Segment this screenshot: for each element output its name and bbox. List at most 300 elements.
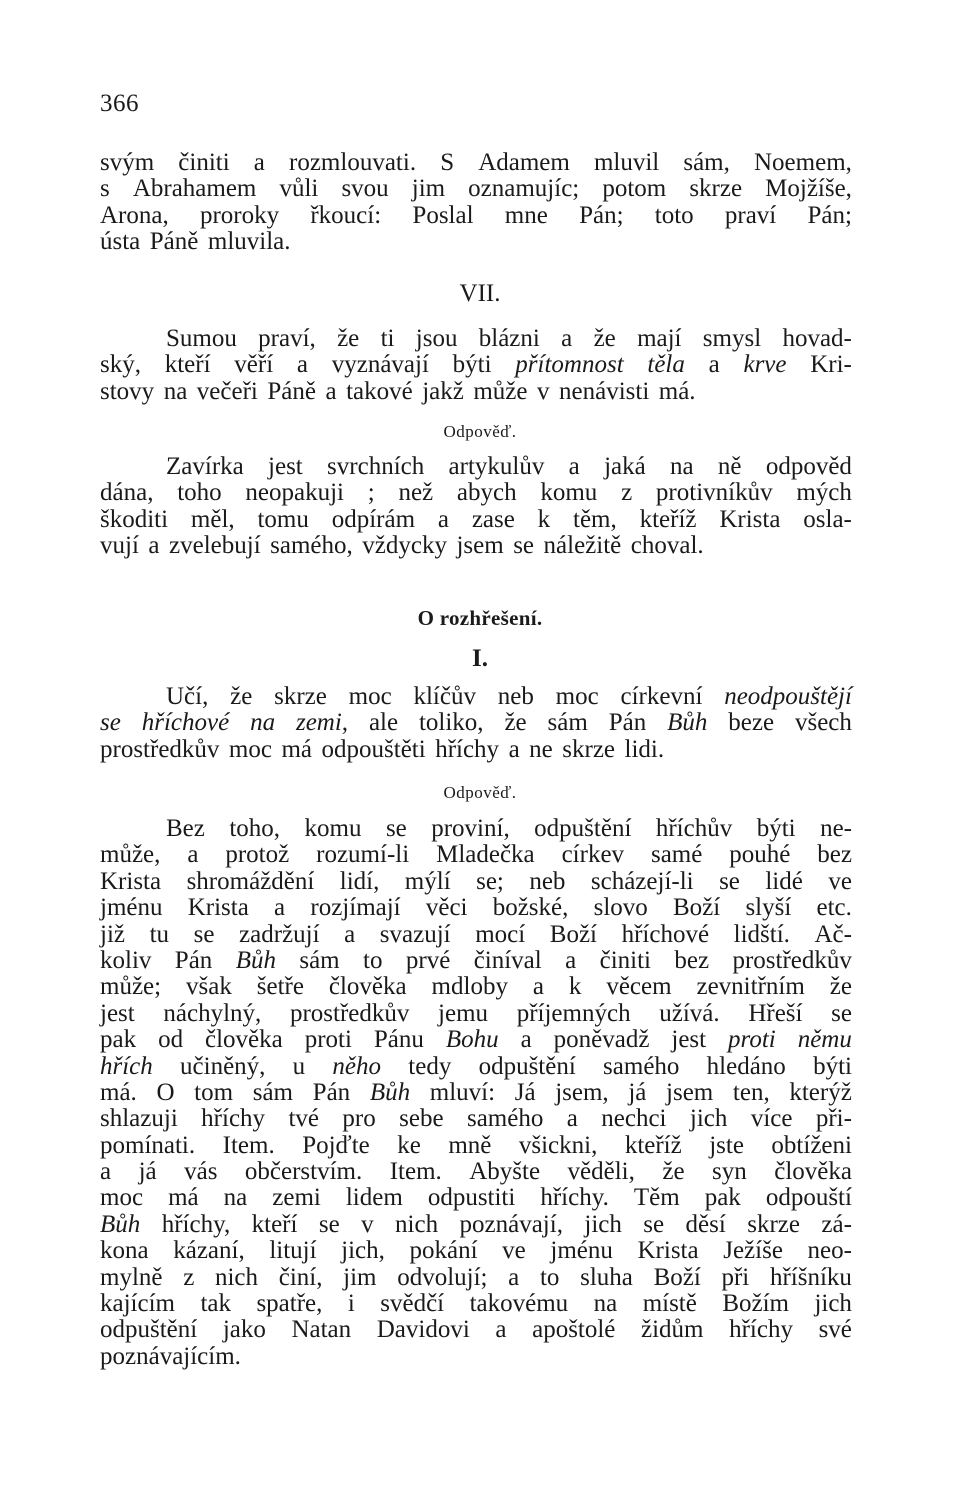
word: na [593, 1290, 618, 1318]
word: jich, [341, 1237, 385, 1265]
word: zá- [821, 1210, 852, 1238]
word: činiti [178, 149, 230, 176]
word: večeři [196, 377, 258, 405]
word: mně [448, 1131, 492, 1159]
word: a [437, 505, 449, 533]
word: Krista [187, 894, 249, 922]
text-line [100, 710, 852, 736]
word: jakž [422, 377, 464, 405]
word: lidští. [733, 920, 790, 948]
text-line [100, 203, 852, 229]
word: hříchové [141, 709, 230, 737]
word: jsem, [555, 1078, 609, 1106]
word: Pán [608, 709, 647, 737]
word: jemu [438, 999, 489, 1027]
word: Zavírka [166, 453, 244, 480]
word: jsem [456, 532, 504, 560]
word: němu [797, 1026, 852, 1054]
word: u [292, 1052, 306, 1080]
paragraph-continuation [100, 150, 852, 256]
word: Pán [174, 946, 213, 974]
word: již [100, 920, 125, 948]
word: bez [817, 841, 852, 869]
word: poznávají, [459, 1210, 563, 1238]
word: hříchové [621, 920, 710, 948]
word: stovy [100, 377, 155, 405]
word: na [250, 709, 276, 737]
word: ne [529, 735, 553, 763]
word: Bůh [100, 1210, 141, 1238]
word: Já [514, 1078, 536, 1106]
word: že [504, 709, 527, 737]
word: jich [584, 1210, 622, 1238]
text-line [100, 480, 852, 506]
word: lidi. [624, 735, 665, 763]
word: vují [100, 532, 139, 560]
page-number: 366 [100, 90, 139, 117]
word: Bez [166, 815, 205, 842]
word: mdloby [431, 973, 508, 1001]
word: sebe [399, 1105, 444, 1133]
word: odpustiti [427, 1184, 516, 1212]
word: se [385, 815, 407, 842]
word: ale [368, 709, 399, 737]
word: toho [177, 479, 222, 507]
word: že [337, 325, 360, 352]
word: sám, [683, 149, 730, 176]
text-line [100, 1344, 852, 1370]
word: nenávisti [559, 377, 650, 405]
word: rozjímají [310, 894, 401, 922]
word: proti [728, 1026, 776, 1054]
word: praví, [258, 325, 316, 352]
section-heading-rozhreseni: O rozhřešení. [417, 606, 543, 630]
word: pak [100, 1026, 137, 1054]
text-line [100, 1238, 852, 1264]
word: a [325, 377, 337, 405]
text-line [100, 1317, 852, 1343]
word: klíčův [413, 683, 476, 710]
word: se [831, 999, 852, 1027]
word: Davidovi [376, 1316, 470, 1344]
word: a [508, 735, 520, 763]
word: komu [304, 815, 362, 842]
word: činí, [278, 1263, 323, 1291]
word: pomínati. [100, 1131, 196, 1159]
word: rozumí-li [316, 841, 410, 869]
word: věří [234, 351, 274, 379]
text-line [100, 1159, 852, 1185]
word: z [621, 479, 633, 507]
word: skrze [562, 735, 616, 763]
word: kteříž [624, 1131, 682, 1159]
word: se [513, 532, 535, 560]
word: sám [252, 1078, 294, 1106]
word: jste [709, 1131, 744, 1159]
word: blázni [478, 325, 540, 352]
word: Kri- [810, 351, 852, 379]
word: a [532, 973, 544, 1001]
word: odpuštění [534, 815, 632, 842]
word: se [643, 1210, 665, 1238]
word: božské, [492, 894, 569, 922]
word: své [818, 1316, 852, 1344]
word: něho [332, 1052, 382, 1080]
word: poněvadž [553, 1026, 650, 1054]
text-line [100, 922, 852, 948]
word: toto [654, 201, 694, 229]
word: těla [647, 351, 685, 379]
word: Natan [291, 1316, 352, 1344]
word: odpověd [765, 453, 852, 480]
word: býti [756, 815, 796, 842]
word: skrze [274, 683, 327, 710]
word: od [158, 1026, 184, 1054]
word: rozmlouvati. [289, 149, 417, 176]
word: může; [100, 973, 162, 1001]
word: dána, [100, 479, 154, 507]
word: Boží [653, 1263, 701, 1291]
word: učiněný, [180, 1052, 266, 1080]
word: mluví: [429, 1078, 496, 1106]
word: tedy [408, 1052, 452, 1080]
word: příjemných [516, 999, 631, 1027]
word: svým [100, 149, 155, 176]
word: jich [814, 1290, 852, 1318]
word: jménu [550, 1237, 613, 1265]
word: přítomnost [515, 351, 624, 379]
word: praví [724, 201, 777, 229]
word: jim [343, 1263, 377, 1291]
text-line [100, 1027, 852, 1053]
text-line [100, 816, 852, 842]
word: obtíženi [771, 1131, 852, 1159]
word: Mladečka [436, 841, 535, 869]
text-line [100, 1001, 852, 1027]
word: vás [184, 1158, 218, 1186]
word: člověka [205, 1026, 283, 1054]
word: Krista [637, 1237, 699, 1265]
word: židům [641, 1316, 704, 1344]
word: sám [547, 709, 588, 737]
word: má. [100, 1078, 137, 1106]
word: na [223, 1184, 248, 1212]
text-line [100, 1054, 852, 1080]
word: ti [380, 325, 395, 352]
word: Pán; [579, 201, 624, 229]
word: mluvila. [207, 228, 291, 256]
word: ve [828, 867, 852, 895]
text-line [100, 507, 852, 533]
word: tu [149, 920, 170, 948]
word: jaká [604, 453, 646, 480]
word: užívá. [659, 999, 720, 1027]
word: já [628, 1078, 647, 1106]
word: Hřeší [748, 999, 803, 1027]
word: Těm [633, 1184, 680, 1212]
word: Ač- [814, 920, 852, 948]
word: zemi [272, 1184, 321, 1212]
word: mluvil [593, 149, 660, 176]
word: bez [674, 946, 710, 974]
word: všickni, [518, 1131, 598, 1159]
word: kajícím [100, 1290, 175, 1318]
word: a [568, 453, 580, 480]
word: církev [561, 841, 625, 869]
answer-heading: Odpověď. [443, 422, 517, 441]
paragraph-vii [100, 326, 852, 405]
word: občerstvím. [244, 1158, 363, 1186]
word: ne- [820, 815, 852, 842]
word: Adamem [478, 149, 570, 176]
word: spatře, [256, 1290, 323, 1318]
word: na [670, 453, 694, 480]
word: ve [502, 1237, 526, 1265]
word: hříchy [729, 1316, 793, 1344]
word: Abyšte [469, 1158, 541, 1186]
word: proti [304, 1026, 352, 1054]
word: jim [411, 175, 446, 203]
word: prostředkův [732, 946, 852, 974]
word: zadržují [239, 920, 320, 948]
word: kteří [251, 1210, 298, 1238]
word: Božím [722, 1290, 789, 1318]
word: jsem [666, 1078, 714, 1106]
answer-heading: Odpověď. [443, 783, 517, 802]
word: Boží [549, 920, 597, 948]
word: já [138, 1158, 157, 1186]
word: při [721, 1263, 750, 1291]
word: Bůh [369, 1078, 411, 1106]
word: vyznávají [331, 351, 429, 379]
word: a [296, 351, 308, 379]
word: odvolují; [397, 1263, 488, 1291]
word: hříchy. [540, 1184, 609, 1212]
word: skrze [689, 175, 743, 203]
word: tak [200, 1290, 231, 1318]
word: a [253, 149, 265, 176]
word: prostředkův [289, 999, 410, 1027]
word: ten, [732, 1078, 770, 1106]
word: Sumou [166, 325, 237, 352]
word: že [230, 683, 253, 710]
word: samé [650, 841, 703, 869]
text-line [100, 869, 852, 895]
word: člověka [774, 1158, 852, 1186]
word: více [750, 1105, 793, 1133]
word: ke [397, 1131, 421, 1159]
word: ně [717, 453, 742, 480]
word: mocí [475, 920, 526, 948]
text-line [100, 1106, 852, 1132]
word: prostředkův [100, 735, 220, 763]
word: Arona, [100, 201, 169, 229]
word: mylně [100, 1263, 163, 1291]
word: proroky [199, 201, 280, 229]
word: Páně [267, 377, 316, 405]
word: samého [466, 1105, 544, 1133]
word: jako [222, 1316, 266, 1344]
text-line [100, 948, 852, 974]
word: Bůh [667, 709, 708, 737]
word: samého [603, 1052, 680, 1080]
word: komu [540, 479, 598, 507]
word: a [520, 1026, 532, 1054]
word: náležitě [543, 532, 622, 560]
word: vždycky [362, 532, 447, 560]
word: moc [348, 683, 392, 710]
word: věci [425, 894, 468, 922]
word: Bohu [445, 1026, 499, 1054]
text-line [100, 1133, 852, 1159]
word: pokání [409, 1237, 478, 1265]
word: ; [367, 479, 375, 507]
word: protož [225, 841, 290, 869]
word: jest [268, 453, 303, 480]
word: tomu [257, 505, 309, 533]
word: církevní [620, 683, 703, 710]
text-line [100, 326, 852, 352]
word: činiti [599, 946, 651, 974]
word: lidé [765, 867, 803, 895]
word: místě [642, 1290, 697, 1318]
word: býti [452, 351, 492, 379]
word: Boží [673, 894, 721, 922]
word: to [539, 1263, 560, 1291]
word: i [347, 1290, 355, 1318]
word: neopakuji [245, 479, 344, 507]
word: hříšníku [769, 1263, 852, 1291]
word: tvé [288, 1105, 319, 1133]
word: sám [299, 946, 340, 974]
paragraph-answer-2 [100, 816, 852, 1370]
word: a [100, 1158, 112, 1186]
word: artykulův [448, 453, 545, 480]
word: šetře [256, 973, 304, 1001]
word: choval. [630, 532, 704, 560]
word: a [565, 946, 577, 974]
word: věděli, [567, 1158, 635, 1186]
text-line [100, 176, 852, 202]
word: slovo [593, 894, 648, 922]
text-line [100, 533, 852, 559]
word: svazují [379, 920, 451, 948]
word: s [100, 175, 110, 203]
text-line [100, 379, 852, 405]
word: se [193, 920, 215, 948]
word: náchylný, [163, 999, 262, 1027]
word: Abrahamem [132, 175, 257, 203]
word: Bůh [235, 946, 276, 974]
word: odpuštění [478, 1052, 576, 1080]
word: mýlí [404, 867, 451, 895]
word: skrze [747, 1210, 800, 1238]
word: věcem [606, 973, 672, 1001]
word: jest [100, 999, 135, 1027]
word: se [100, 709, 121, 737]
word: sluha [580, 1263, 633, 1291]
word: všech [794, 709, 852, 737]
word: a [561, 325, 573, 352]
word: člověka [328, 973, 407, 1001]
word: Krista [719, 505, 781, 533]
word: a [566, 1105, 578, 1133]
word: k [568, 973, 582, 1001]
word: však [186, 973, 232, 1001]
word: může [473, 377, 528, 405]
word: a [495, 1316, 507, 1344]
word: kázaní, [173, 1237, 245, 1265]
word: hříchy [435, 735, 500, 763]
word: děsí [685, 1210, 726, 1238]
word: těm, [573, 505, 617, 533]
word: že [593, 325, 616, 352]
word: při- [815, 1105, 852, 1133]
text-line [100, 974, 852, 1000]
word: Pán [312, 1078, 351, 1106]
word: a [274, 894, 286, 922]
word: etc. [816, 894, 852, 922]
word: kterýž [789, 1078, 852, 1106]
word: mne [504, 201, 548, 229]
text-line [100, 1185, 852, 1211]
text-line [100, 842, 852, 868]
word: a [508, 1263, 520, 1291]
word: moc [555, 683, 599, 710]
word: Item. [389, 1158, 442, 1186]
word: hříchův [655, 815, 733, 842]
word: a [344, 920, 356, 948]
word: Učí, [166, 683, 209, 710]
word: neb [529, 867, 566, 895]
word: lidí, [339, 867, 380, 895]
word: činíval [473, 946, 542, 974]
word: to [363, 946, 383, 974]
text-line [100, 684, 852, 710]
word: shlazuji [100, 1105, 178, 1133]
word: poznávajícím. [100, 1342, 241, 1370]
word: abych [456, 479, 517, 507]
word: shromáždění [186, 867, 315, 895]
word: zase [471, 505, 515, 533]
word: zvelebují [169, 532, 261, 560]
word: Krista [100, 867, 162, 895]
word: osla- [803, 505, 852, 533]
text-line [100, 229, 852, 255]
text-line [100, 352, 852, 378]
word: odpírám [331, 505, 416, 533]
word: jménu [100, 894, 163, 922]
word: nechci [601, 1105, 667, 1133]
word: proviní, [431, 815, 510, 842]
word: hovad- [782, 325, 852, 352]
word: svědčí [380, 1290, 445, 1318]
word: kteří [164, 351, 211, 379]
word: Pojďte [302, 1131, 370, 1159]
word: odpouští [765, 1184, 852, 1212]
word: Mojžíše, [765, 175, 852, 203]
word: a [148, 532, 160, 560]
text-line [100, 1080, 852, 1106]
word: mají [637, 325, 682, 352]
word: pro [342, 1105, 376, 1133]
word: ústa [100, 228, 141, 256]
word: nich [395, 1210, 439, 1238]
word: že [662, 1158, 685, 1186]
word: toho, [229, 815, 281, 842]
word: hříchy [201, 1105, 266, 1133]
word: pak [704, 1184, 741, 1212]
